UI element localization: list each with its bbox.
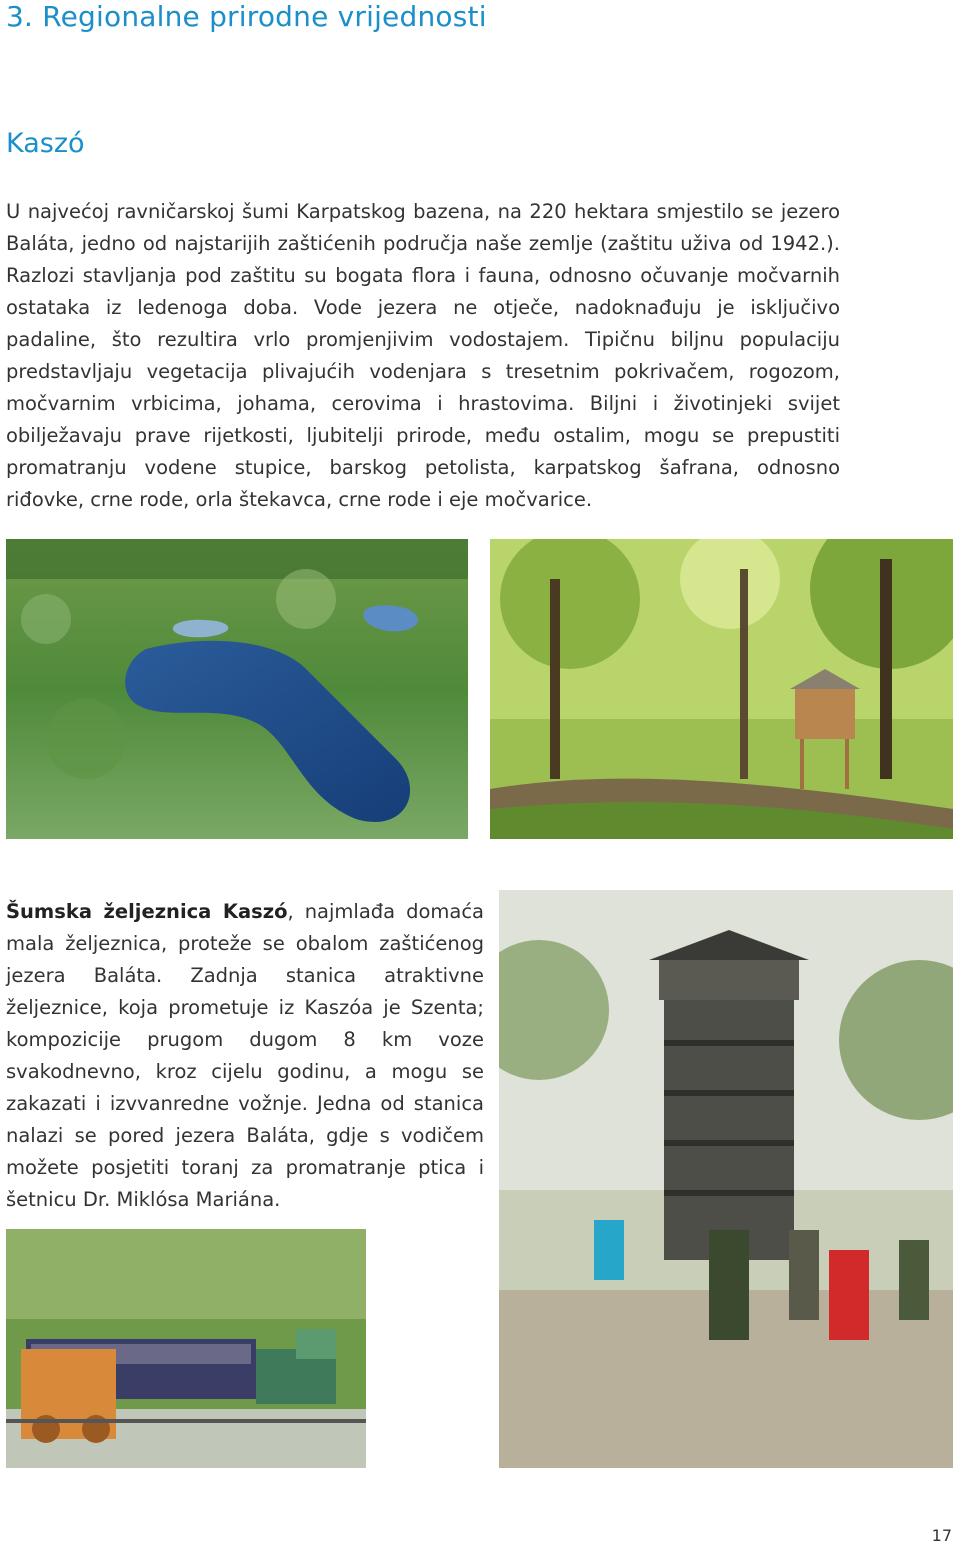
- forest-path-photo: [490, 539, 953, 839]
- section-heading: Kaszó: [6, 128, 85, 159]
- railway-text: , najmlađa domaća mala željeznica, proteže se obalom zaštićenog jezera Baláta. Zadnja stanica atraktivne željeznice, koja prometuje iz Kaszóa je Szenta; kompozicije prugom dugom 8 km voze svakodnevno, kroz cijelu godinu, a mogu se zakazati i izvvanredne vožnje. Jedna od stanica nalazi se pored jezera Baláta, gdje s vodičem možete posjetiti toranj za promatranje ptica i šetnicu Dr. Miklósa Mariána.: [6, 900, 485, 1211]
- page-heading: 3. Regionalne prirodne vrijednosti: [6, 0, 487, 33]
- observation-tower-photo: [499, 890, 953, 1468]
- railway-paragraph: [6, 896, 484, 1216]
- forest-train-photo: [6, 1229, 366, 1468]
- page-number: 17: [931, 1526, 952, 1545]
- lake-aerial-photo: [6, 539, 468, 839]
- intro-paragraph: U najvećoj ravničarskoj šumi Karpatskog bazena, na 220 hektara smjestilo se jezero Baláta, jedno od najstarijih zaštićenih područja naše zemlje (zaštitu uživa od 1942.). Razlozi stavljanja pod zaštitu su bogata flora i fauna, odnosno očuvanje močvarnih ostataka iz ledenoga doba. Vode jezera ne otječe, nadoknađuju je isključivo padaline, što rezultira vrlo promjenjivim vodostajem. Tipičnu biljnu populaciju predstavljaju vegetacija plivajućih vodenjara s tresetnim pokrivačem, rogozom, močvarnim vrbicima, johama, cerovima i hrastovima. Biljni i životinjeki svijet obilježavaju prave rijetkosti, ljubitelji prirode, među ostalim, mogu se prepustiti promatranju vodene stupice, barskog petolista, karpatskog šafrana, odnosno riđovke, crne rode, orla štekavca, crne rode i eje močvarice.: [6, 200, 840, 511]
- railway-name: Šumska željeznica Kaszó: [6, 900, 288, 923]
